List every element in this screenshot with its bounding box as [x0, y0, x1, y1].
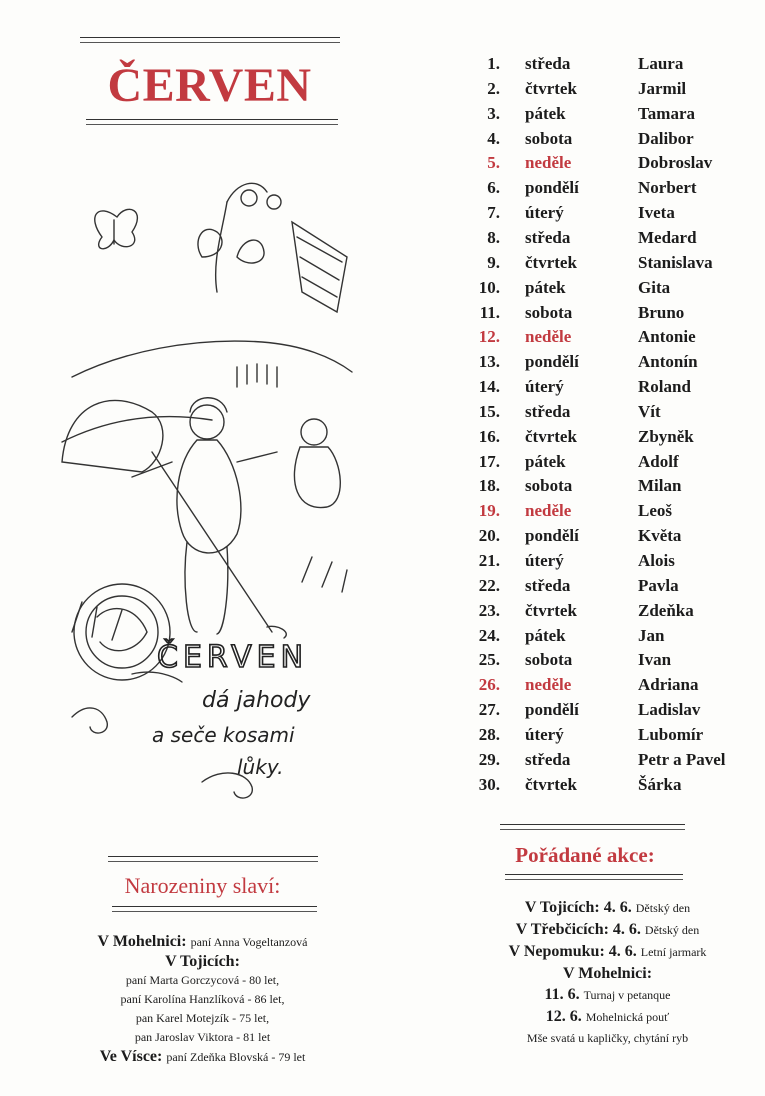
- day-number: 9.: [487, 252, 500, 272]
- event-desc-2: Dětský den: [644, 923, 700, 937]
- day-row: [455, 54, 755, 79]
- day-row: [455, 700, 755, 725]
- day-name: pondělí: [525, 700, 579, 720]
- event-place-mohelnice: V Mohelnici:: [562, 965, 653, 982]
- day-row: [455, 576, 755, 601]
- day-name: sobota: [525, 302, 573, 322]
- day-row: [455, 377, 755, 402]
- event-place-2: V Třebčicích: 4. 6.: [515, 921, 641, 938]
- day-name: pátek: [525, 625, 566, 645]
- day-name: středa: [525, 54, 571, 73]
- name-day: Laura: [638, 54, 684, 73]
- day-name: pondělí: [525, 526, 579, 546]
- illustration-caption-2: dá jahody: [202, 688, 311, 713]
- day-name: sobota: [525, 128, 573, 148]
- title-bottom-rule: [86, 118, 338, 127]
- day-number: 10.: [478, 277, 500, 297]
- day-number: 17.: [478, 451, 500, 471]
- day-name: pátek: [525, 277, 566, 297]
- day-number: 21.: [478, 551, 500, 570]
- events-title: Pořádané akce:: [515, 843, 655, 867]
- day-name: středa: [525, 401, 571, 421]
- day-number: 3.: [487, 103, 500, 123]
- day-number: 7.: [487, 203, 500, 223]
- person-tojice-3: pan Karel Motejzík - 75 let,: [135, 1011, 270, 1025]
- day-number: 11.: [479, 302, 500, 322]
- person-tojice-4: pan Jaroslav Viktora - 81 let: [134, 1030, 271, 1044]
- day-name: neděle: [525, 501, 572, 521]
- event-mohelnice-desc-2: Mohelnická pouť: [585, 1010, 670, 1024]
- day-row: [455, 253, 755, 278]
- events-top-rule: [500, 823, 685, 832]
- birthdays-title: Narozeniny slaví:: [124, 873, 281, 898]
- day-row: [455, 427, 755, 452]
- day-row: [455, 725, 755, 750]
- month-title: ČERVEN: [107, 59, 312, 112]
- day-number: 26.: [478, 675, 500, 695]
- day-row: [455, 452, 755, 477]
- event-mohelnice-date-2: 12. 6.: [545, 1008, 582, 1025]
- birthday-visce: [40, 1047, 365, 1067]
- day-number: 30.: [478, 774, 500, 794]
- day-row: [455, 129, 755, 154]
- day-row: [455, 178, 755, 203]
- day-row: [455, 750, 755, 775]
- day-row: [455, 104, 755, 129]
- day-number: 14.: [478, 377, 500, 397]
- day-number: 13.: [478, 352, 500, 372]
- day-number: 12.: [478, 327, 500, 347]
- day-row: [455, 228, 755, 253]
- event-place-1: V Tojicích: 4. 6.: [524, 899, 632, 916]
- event-note: Mše svatá u kapličky, chytání ryb: [526, 1031, 689, 1045]
- day-name: středa: [525, 227, 571, 247]
- day-row: [455, 526, 755, 551]
- name-day: Pavla: [638, 575, 679, 595]
- day-name: čtvrtek: [525, 78, 577, 98]
- events-list: [455, 897, 760, 1049]
- name-day: Antonie: [638, 327, 696, 347]
- name-day: Zbyněk: [638, 426, 694, 446]
- name-day: Adriana: [638, 675, 699, 695]
- day-row: [455, 303, 755, 328]
- name-day: Roland: [638, 377, 691, 397]
- day-name: neděle: [525, 327, 572, 347]
- day-row: [455, 650, 755, 675]
- event-mohelnice-desc-1: Turnaj v petanque: [583, 988, 671, 1002]
- birthdays-list: [40, 932, 365, 1067]
- name-day: Lubomír: [638, 724, 704, 744]
- day-name: úterý: [525, 551, 564, 570]
- day-number: 6.: [487, 178, 500, 198]
- name-day: Iveta: [638, 203, 675, 223]
- birthdays-bottom-rule: [112, 905, 317, 914]
- day-row: [455, 153, 755, 178]
- event-mohelnice-1: [455, 984, 760, 1006]
- name-day: Ladislav: [638, 700, 701, 720]
- name-day: Adolf: [638, 451, 679, 471]
- name-day: Jan: [638, 625, 665, 645]
- illustration-caption-4: lůky.: [237, 755, 284, 779]
- name-day: Antonín: [638, 352, 698, 372]
- day-name: neděle: [525, 675, 572, 695]
- name-day: Ivan: [638, 650, 672, 670]
- person-visce: paní Zdeňka Blovská - 79 let: [166, 1050, 306, 1064]
- day-row: [455, 476, 755, 501]
- name-day: Gita: [638, 277, 671, 297]
- name-day: Šárka: [638, 774, 682, 794]
- day-number: 15.: [478, 401, 500, 421]
- person-tojice-2: paní Karolína Hanzlíková - 86 let,: [120, 992, 285, 1006]
- day-number: 23.: [478, 600, 500, 620]
- day-number: 27.: [478, 700, 500, 720]
- day-number: 8.: [487, 227, 500, 247]
- birthdays-top-rule: [108, 855, 318, 864]
- day-name: úterý: [525, 377, 564, 397]
- day-name: pondělí: [525, 178, 579, 198]
- name-day: Alois: [638, 551, 675, 570]
- day-row: [455, 551, 755, 576]
- day-name: pátek: [525, 103, 566, 123]
- day-row: [455, 278, 755, 303]
- day-name: čtvrtek: [525, 774, 577, 794]
- day-row: [455, 352, 755, 377]
- event-line-1: [455, 897, 760, 919]
- place-mohelnice: V Mohelnici:: [97, 933, 187, 950]
- day-row: [455, 675, 755, 700]
- day-name: neděle: [525, 153, 572, 173]
- event-desc-1: Dětský den: [635, 901, 691, 915]
- name-day: Jarmil: [638, 78, 687, 98]
- day-number: 20.: [478, 526, 500, 546]
- day-name: pátek: [525, 451, 566, 471]
- day-row: [455, 327, 755, 352]
- name-day: Bruno: [638, 302, 685, 322]
- day-number: 24.: [478, 625, 500, 645]
- name-day: Norbert: [638, 178, 697, 198]
- event-line-3: [455, 941, 760, 963]
- day-name: úterý: [525, 203, 564, 223]
- illustration-caption-1: ČERVEN: [157, 640, 309, 675]
- day-number: 18.: [478, 476, 500, 496]
- name-day: Leoš: [638, 501, 672, 521]
- day-number: 5.: [487, 153, 500, 173]
- name-day: Zdeňka: [638, 600, 694, 620]
- place-visce: Ve Vísce:: [99, 1048, 163, 1065]
- day-name: úterý: [525, 724, 564, 744]
- birthday-mohelnice: [40, 932, 365, 952]
- day-name: sobota: [525, 650, 573, 670]
- day-number: 29.: [478, 749, 500, 769]
- name-day: Vít: [638, 401, 661, 421]
- name-day: Stanislava: [638, 252, 713, 272]
- day-row: [455, 79, 755, 104]
- name-day: Medard: [638, 227, 697, 247]
- title-top-rule: [80, 36, 340, 45]
- day-row: [455, 501, 755, 526]
- name-day: Dalibor: [638, 128, 694, 148]
- person-tojice-1: paní Marta Gorczycová - 80 let,: [125, 973, 280, 987]
- event-mohelnice-2: [455, 1006, 760, 1028]
- event-mohelnice-date-1: 11. 6.: [544, 986, 580, 1003]
- day-number: 28.: [478, 724, 500, 744]
- event-line-2: [455, 919, 760, 941]
- day-row: [455, 203, 755, 228]
- name-day: Tamara: [638, 103, 695, 123]
- day-number: 4.: [487, 128, 500, 148]
- day-number: 19.: [478, 501, 500, 521]
- day-name: pondělí: [525, 352, 579, 372]
- day-number: 25.: [478, 650, 500, 670]
- day-row: [455, 626, 755, 651]
- day-number: 2.: [487, 78, 500, 98]
- day-number: 1.: [487, 54, 500, 73]
- day-name: čtvrtek: [525, 600, 577, 620]
- day-name: středa: [525, 749, 571, 769]
- name-day: Květa: [638, 526, 682, 546]
- events-bottom-rule: [505, 873, 683, 882]
- name-day: Petr a Pavel: [638, 749, 726, 769]
- day-row: [455, 775, 755, 800]
- name-day: Dobroslav: [638, 153, 713, 173]
- event-place-3: V Nepomuku: 4. 6.: [508, 943, 637, 960]
- day-name: čtvrtek: [525, 426, 577, 446]
- day-row: [455, 402, 755, 427]
- name-day: Milan: [638, 476, 682, 496]
- day-row: [455, 601, 755, 626]
- day-number: 22.: [478, 575, 500, 595]
- place-tojice: V Tojicích:: [165, 953, 240, 970]
- day-name: čtvrtek: [525, 252, 577, 272]
- person-mohelnice: paní Anna Vogeltanzová: [190, 935, 308, 949]
- day-number: 16.: [478, 426, 500, 446]
- june-illustration: [52, 162, 362, 822]
- day-name: středa: [525, 575, 571, 595]
- illustration-caption-3: a seče kosami: [152, 723, 295, 747]
- event-desc-3: Letní jarmark: [640, 945, 707, 959]
- day-name: sobota: [525, 476, 573, 496]
